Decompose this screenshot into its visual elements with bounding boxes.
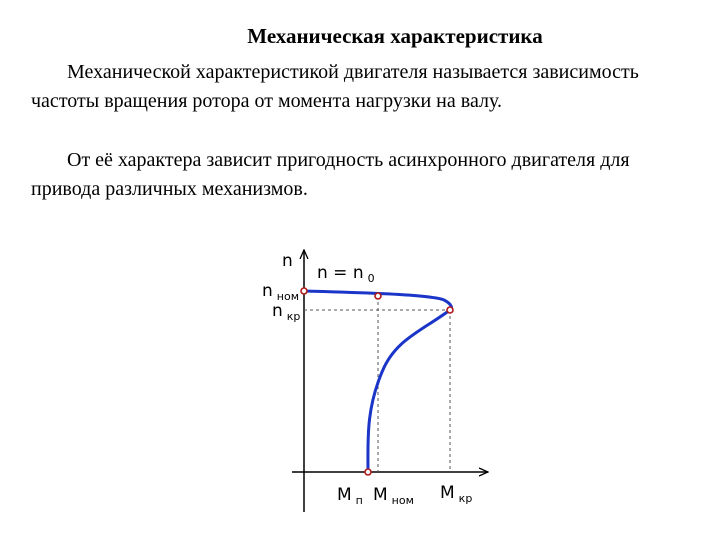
m-p-label: M [337,485,352,505]
n-nom-point [301,288,307,294]
slide-title: Механическая характеристика [247,24,543,48]
svg-text:n = n 0 [317,263,375,285]
svg-text:M п [337,485,363,507]
idle-speed-sub: 0 [367,272,375,285]
n-nom-sub: ном [276,290,300,303]
m-nom-sub: ном [391,494,414,507]
y-axis-label: n [282,251,293,271]
importance-paragraph: От её характера зависит пригодность асинхронного двигателя для привода различных механизмов. [31,149,630,200]
n-nom-label: n [262,281,273,301]
svg-text:n ном [262,281,299,303]
m-p-sub: п [355,494,363,507]
starting-point [365,469,371,475]
definition-paragraph: Механической характеристикой двигателя называется зависимость частоты вращения ротора от момента нагрузки на валу. [31,61,639,112]
svg-text:M ном [373,485,414,507]
critical-point [447,307,453,313]
nominal-point [375,293,381,299]
svg-text:M кр [440,483,472,505]
characteristic-curve [304,291,452,472]
n-kr-sub: кр [286,310,301,323]
m-nom-label: M [373,485,388,505]
svg-text:n [282,251,293,271]
m-kr-sub: кр [458,492,473,505]
n-kr-label: n [272,301,283,321]
m-kr-label: M [440,483,455,503]
idle-speed-label: n = n [317,263,364,283]
svg-text:n кр [272,301,300,323]
